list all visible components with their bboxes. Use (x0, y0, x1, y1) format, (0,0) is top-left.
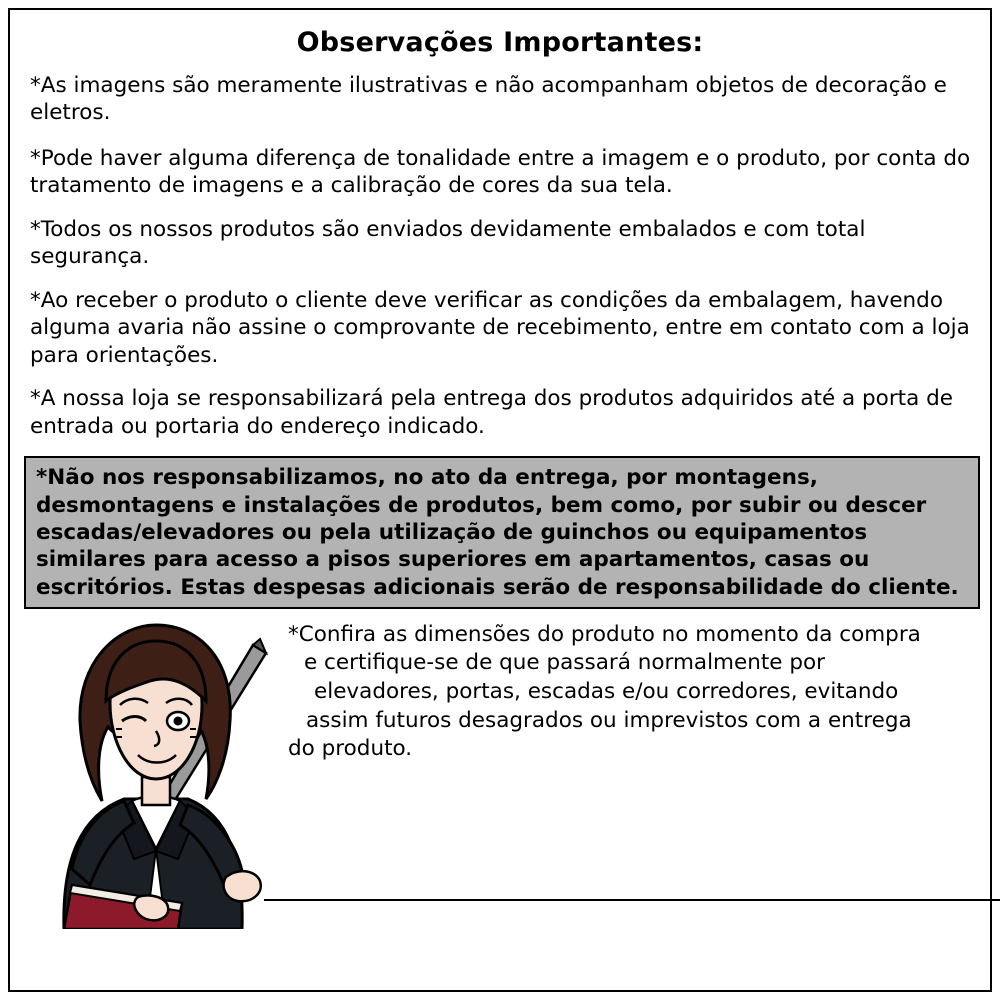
teacher-with-pointer-icon (20, 609, 320, 929)
final-note-line: assim futuros desagrados ou imprevistos com a entrega (306, 707, 912, 733)
note-item: *Todos os nossos produtos são enviados devidamente embalados e com total segurança. (30, 216, 866, 270)
highlight-disclaimer-text: *Não nos responsabilizamos, no ato da entrega, por montagens, desmontagens e instalações de produtos, bem como, por subir ou descer escadas/elevadores ou pela utilização de guinchos ou equipamentos similares para acesso a pisos superiores em apartamentos, casas ou escritórios. Estas despesas adicionais serão de responsabilidade do cliente. (36, 465, 959, 600)
bottom-divider (264, 899, 1000, 901)
final-note-line: *Confira as dimensões do produto no momento da compra (288, 621, 921, 647)
document-content (10, 10, 990, 990)
final-note-line: do produto. (288, 736, 413, 762)
bottom-section (24, 619, 976, 919)
final-note-line: elevadores, portas, escadas e/ou corredores, evitando (314, 679, 899, 705)
note-item: *Ao receber o produto o cliente deve verificar as condições da embalagem, havendo alguma avaria não assine o comprovante de recebimento, entre em contato com a loja para orientações. (30, 287, 970, 368)
final-note-line: e certifique-se de que passará normalmente por (304, 650, 825, 676)
highlight-disclaimer-box (24, 456, 980, 608)
final-note (276, 621, 996, 764)
note-item: *As imagens são meramente ilustrativas e não acompanham objetos de decoração e eletros. (30, 72, 947, 126)
note-item: *Pode haver alguma diferença de tonalidade entre a imagem e o produto, por conta do tratamento de imagens e a calibração de cores da sua tela. (30, 145, 971, 199)
page-title: Observações Importantes: (296, 27, 704, 58)
note-item: *A nossa loja se responsabilizará pela entrega dos produtos adquiridos até a porta de entrada ou portaria do endereço indicado. (30, 386, 953, 439)
